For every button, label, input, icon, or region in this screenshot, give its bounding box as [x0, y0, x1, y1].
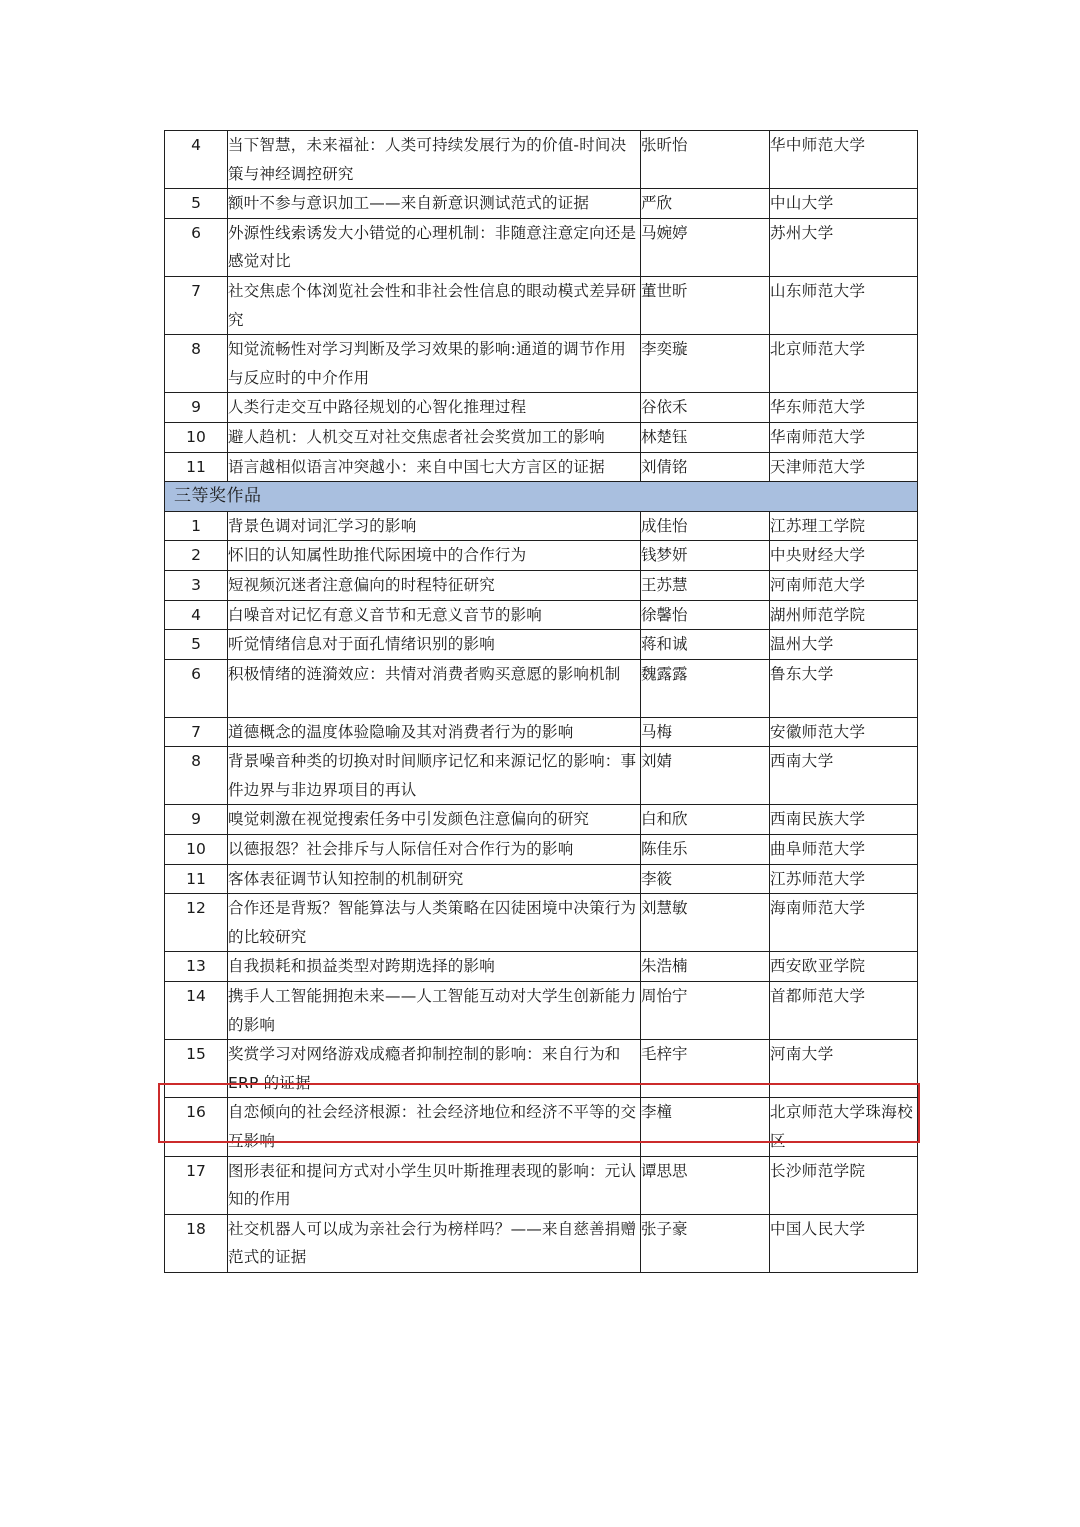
table-row — [165, 131, 918, 189]
author-name: 张昕怡 — [641, 131, 770, 189]
school-name: 中国人民大学 — [770, 1214, 918, 1272]
school-name: 江苏理工学院 — [770, 511, 918, 541]
author-name: 成佳怡 — [641, 511, 770, 541]
table-row — [165, 1040, 918, 1098]
author-name: 刘倩铭 — [641, 452, 770, 482]
work-title: 社交机器人可以成为亲社会行为榜样吗？——来自慈善捐赠范式的证据 — [228, 1214, 641, 1272]
table-row — [165, 335, 918, 393]
table-row — [165, 952, 918, 982]
author-name: 谭思思 — [641, 1156, 770, 1214]
school-name: 河南师范大学 — [770, 570, 918, 600]
work-title: 积极情绪的涟漪效应：共情对消费者购买意愿的影响机制 — [228, 659, 641, 717]
table-row — [165, 452, 918, 482]
school-name: 鲁东大学 — [770, 659, 918, 717]
author-name: 林楚钰 — [641, 422, 770, 452]
table-row — [165, 805, 918, 835]
school-name: 中山大学 — [770, 189, 918, 219]
table-row — [165, 864, 918, 894]
work-title: 语言越相似语言冲突越小：来自中国七大方言区的证据 — [228, 452, 641, 482]
school-name: 天津师范大学 — [770, 452, 918, 482]
table-row — [165, 1214, 918, 1272]
table-row — [165, 393, 918, 423]
table-row — [165, 894, 918, 952]
school-name: 河南大学 — [770, 1040, 918, 1098]
row-number: 18 — [165, 1214, 228, 1272]
work-title: 自我损耗和损益类型对跨期选择的影响 — [228, 952, 641, 982]
row-number: 11 — [165, 452, 228, 482]
row-number: 13 — [165, 952, 228, 982]
section-title: 三等奖作品 — [165, 482, 918, 512]
work-title: 社交焦虑个体浏览社会性和非社会性信息的眼动模式差异研究 — [228, 276, 641, 334]
school-name: 华东师范大学 — [770, 393, 918, 423]
work-title: 道德概念的温度体验隐喻及其对消费者行为的影响 — [228, 717, 641, 747]
row-number: 12 — [165, 894, 228, 952]
row-number: 11 — [165, 864, 228, 894]
table-row — [165, 630, 918, 660]
author-name: 钱梦妍 — [641, 541, 770, 571]
school-name: 苏州大学 — [770, 218, 918, 276]
author-name: 严欣 — [641, 189, 770, 219]
section-header-row — [165, 482, 918, 512]
table-row — [165, 717, 918, 747]
work-title: 以德报怨？社会排斥与人际信任对合作行为的影响 — [228, 835, 641, 865]
table-row — [165, 659, 918, 717]
work-title: 携手人工智能拥抱未来——人工智能互动对大学生创新能力的影响 — [228, 982, 641, 1040]
author-name: 马梅 — [641, 717, 770, 747]
author-name: 张子豪 — [641, 1214, 770, 1272]
school-name: 西南民族大学 — [770, 805, 918, 835]
work-title: 避人趋机：人机交互对社交焦虑者社会奖赏加工的影响 — [228, 422, 641, 452]
row-number: 16 — [165, 1098, 228, 1156]
author-name: 陈佳乐 — [641, 835, 770, 865]
work-title: 图形表征和提问方式对小学生贝叶斯推理表现的影响：元认知的作用 — [228, 1156, 641, 1214]
table-row — [165, 982, 918, 1040]
school-name: 海南师范大学 — [770, 894, 918, 952]
school-name: 华中师范大学 — [770, 131, 918, 189]
author-name: 周怡宁 — [641, 982, 770, 1040]
work-title: 外源性线索诱发大小错觉的心理机制：非随意注意定向还是感觉对比 — [228, 218, 641, 276]
school-name: 中央财经大学 — [770, 541, 918, 571]
school-name: 山东师范大学 — [770, 276, 918, 334]
work-title: 背景色调对词汇学习的影响 — [228, 511, 641, 541]
work-title: 奖赏学习对网络游戏成瘾者抑制控制的影响：来自行为和 ERP 的证据 — [228, 1040, 641, 1098]
author-name: 董世昕 — [641, 276, 770, 334]
row-number: 10 — [165, 422, 228, 452]
work-title: 短视频沉迷者注意偏向的时程特征研究 — [228, 570, 641, 600]
table-row-highlighted — [165, 1098, 918, 1156]
work-title: 嗅觉刺激在视觉搜索任务中引发颜色注意偏向的研究 — [228, 805, 641, 835]
row-number: 4 — [165, 600, 228, 630]
author-name: 谷依禾 — [641, 393, 770, 423]
school-name: 湖州师范学院 — [770, 600, 918, 630]
table-row — [165, 1156, 918, 1214]
work-title: 额叶不参与意识加工——来自新意识测试范式的证据 — [228, 189, 641, 219]
work-title: 知觉流畅性对学习判断及学习效果的影响:通道的调节作用与反应时的中介作用 — [228, 335, 641, 393]
work-title: 背景噪音种类的切换对时间顺序记忆和来源记忆的影响：事件边界与非边界项目的再认 — [228, 747, 641, 805]
school-name: 首都师范大学 — [770, 982, 918, 1040]
row-number: 5 — [165, 189, 228, 219]
table-row — [165, 747, 918, 805]
row-number: 7 — [165, 717, 228, 747]
author-name: 白和欣 — [641, 805, 770, 835]
work-title: 人类行走交互中路径规划的心智化推理过程 — [228, 393, 641, 423]
row-number: 10 — [165, 835, 228, 865]
author-name: 徐馨怡 — [641, 600, 770, 630]
table-row — [165, 835, 918, 865]
work-title: 白噪音对记忆有意义音节和无意义音节的影响 — [228, 600, 641, 630]
author-name: 刘婧 — [641, 747, 770, 805]
school-name: 北京师范大学 — [770, 335, 918, 393]
table-row — [165, 600, 918, 630]
row-number: 5 — [165, 630, 228, 660]
row-number: 9 — [165, 393, 228, 423]
row-number: 8 — [165, 747, 228, 805]
row-number: 7 — [165, 276, 228, 334]
school-name: 北京师范大学珠海校区 — [770, 1098, 918, 1156]
author-name: 魏露露 — [641, 659, 770, 717]
author-name: 马婉婷 — [641, 218, 770, 276]
author-name: 李筱 — [641, 864, 770, 894]
table-row — [165, 511, 918, 541]
author-name: 王苏慧 — [641, 570, 770, 600]
table-row — [165, 276, 918, 334]
row-number: 14 — [165, 982, 228, 1040]
award-list-table — [164, 130, 918, 1273]
row-number: 4 — [165, 131, 228, 189]
school-name: 西南大学 — [770, 747, 918, 805]
row-number: 15 — [165, 1040, 228, 1098]
table-row — [165, 189, 918, 219]
table-row — [165, 422, 918, 452]
row-number: 6 — [165, 659, 228, 717]
work-title: 怀旧的认知属性助推代际困境中的合作行为 — [228, 541, 641, 571]
table-row — [165, 541, 918, 571]
row-number: 6 — [165, 218, 228, 276]
school-name: 长沙师范学院 — [770, 1156, 918, 1214]
school-name: 曲阜师范大学 — [770, 835, 918, 865]
row-number: 17 — [165, 1156, 228, 1214]
row-number: 8 — [165, 335, 228, 393]
author-name: 蒋和诚 — [641, 630, 770, 660]
row-number: 3 — [165, 570, 228, 600]
school-name: 安徽师范大学 — [770, 717, 918, 747]
author-name: 李橦 — [641, 1098, 770, 1156]
work-title: 当下智慧，未来福祉：人类可持续发展行为的价值-时间决策与神经调控研究 — [228, 131, 641, 189]
school-name: 江苏师范大学 — [770, 864, 918, 894]
row-number: 2 — [165, 541, 228, 571]
work-title: 自恋倾向的社会经济根源：社会经济地位和经济不平等的交互影响 — [228, 1098, 641, 1156]
school-name: 华南师范大学 — [770, 422, 918, 452]
author-name: 毛梓宇 — [641, 1040, 770, 1098]
work-title: 合作还是背叛？智能算法与人类策略在囚徒困境中决策行为的比较研究 — [228, 894, 641, 952]
author-name: 朱浩楠 — [641, 952, 770, 982]
school-name: 温州大学 — [770, 630, 918, 660]
row-number: 9 — [165, 805, 228, 835]
work-title: 听觉情绪信息对于面孔情绪识别的影响 — [228, 630, 641, 660]
author-name: 李奕璇 — [641, 335, 770, 393]
row-number: 1 — [165, 511, 228, 541]
work-title: 客体表征调节认知控制的机制研究 — [228, 864, 641, 894]
school-name: 西安欧亚学院 — [770, 952, 918, 982]
table-row — [165, 218, 918, 276]
author-name: 刘慧敏 — [641, 894, 770, 952]
table-row — [165, 570, 918, 600]
